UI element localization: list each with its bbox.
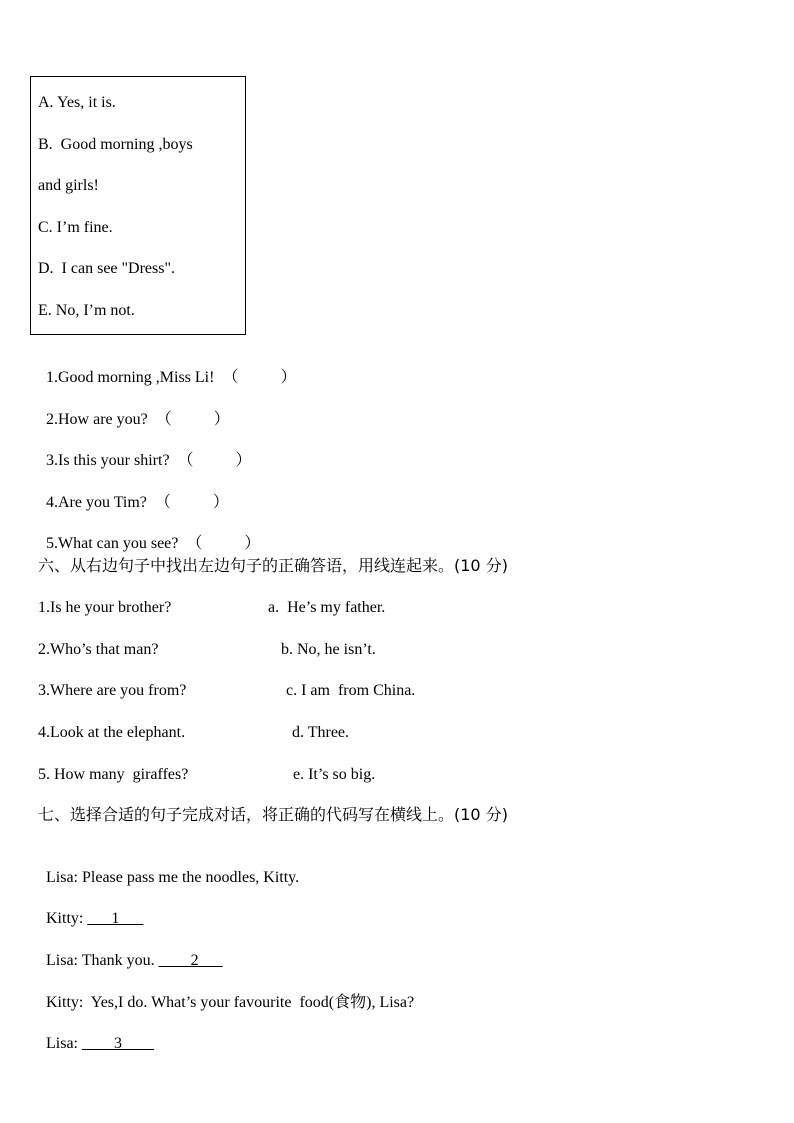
dialogue-text: Kitty: Yes,I do. What’s your favourite food(食物), Lisa? (46, 994, 415, 1011)
dialogue-text: Lisa: (46, 1035, 82, 1052)
question-text: 4.Are you Tim? (46, 494, 147, 511)
dialogue-text: Kitty: (46, 910, 88, 927)
dialogue-text: Lisa: Please pass me the noodles, Kitty. (46, 869, 300, 886)
dialogue-text: Lisa: Thank you. (46, 952, 159, 969)
question-text: 1.Good morning ,Miss Li! (46, 369, 215, 386)
answer-paren-open: （ (186, 535, 203, 552)
question-4 (38, 473, 229, 513)
question-1 (38, 348, 296, 388)
answer-paren-open: （ (177, 452, 194, 469)
dialogue-line-5 (38, 1014, 154, 1054)
dialogue-line-1 (38, 848, 299, 888)
option-b-continued: and girls! (38, 177, 99, 194)
answer-paren-open: （ (154, 494, 171, 511)
answer-paren-close: ） (235, 452, 252, 469)
answer-paren-open: （ (222, 369, 239, 386)
question-5 (38, 514, 260, 554)
match-left-5: 5. How many giraffes? (38, 766, 189, 783)
answer-paren-close: ） (212, 494, 229, 511)
option-c: C. I’m fine. (38, 219, 113, 236)
option-e: E. No, I’m not. (38, 302, 135, 319)
match-left-3: 3.Where are you from? (38, 682, 187, 699)
answer-blank-3[interactable]: ____3____ (82, 1035, 154, 1052)
answer-paren-close: ） (213, 411, 230, 428)
option-a: A. Yes, it is. (38, 94, 116, 111)
match-right-c: c. I am from China. (286, 682, 416, 699)
question-3 (38, 431, 252, 471)
answer-paren-open: （ (155, 411, 172, 428)
match-left-2: 2.Who’s that man? (38, 641, 159, 658)
dialogue-line-3 (38, 931, 223, 971)
answer-blank-1[interactable]: ___1___ (87, 910, 144, 927)
dialogue-line-4 (38, 973, 414, 1013)
answer-blank-2[interactable]: ____2___ (158, 952, 223, 969)
option-d: D. I can see "Dress". (38, 260, 176, 277)
match-right-e: e. It’s so big. (293, 766, 376, 783)
match-right-d: d. Three. (292, 724, 350, 741)
question-2 (38, 390, 230, 430)
section-7-heading: 七、选择合适的句子完成对话，将正确的代码写在横线上。(10 分) (38, 805, 508, 824)
match-left-1: 1.Is he your brother? (38, 599, 172, 616)
answer-paren-close: ） (280, 369, 297, 386)
match-right-a: a. He’s my father. (268, 599, 386, 616)
match-left-4: 4.Look at the elephant. (38, 724, 186, 741)
options-box (30, 76, 246, 335)
question-text: 5.What can you see? (46, 535, 179, 552)
option-b: B. Good morning ,boys (38, 136, 193, 153)
question-text: 3.Is this your shirt? (46, 452, 170, 469)
question-text: 2.How are you? (46, 411, 148, 428)
section-6-heading: 六、从右边句子中找出左边句子的正确答语，用线连起来。(10 分) (38, 556, 508, 575)
match-right-b: b. No, he isn’t. (281, 641, 376, 658)
dialogue-line-2 (38, 889, 143, 929)
answer-paren-close: ） (244, 535, 261, 552)
